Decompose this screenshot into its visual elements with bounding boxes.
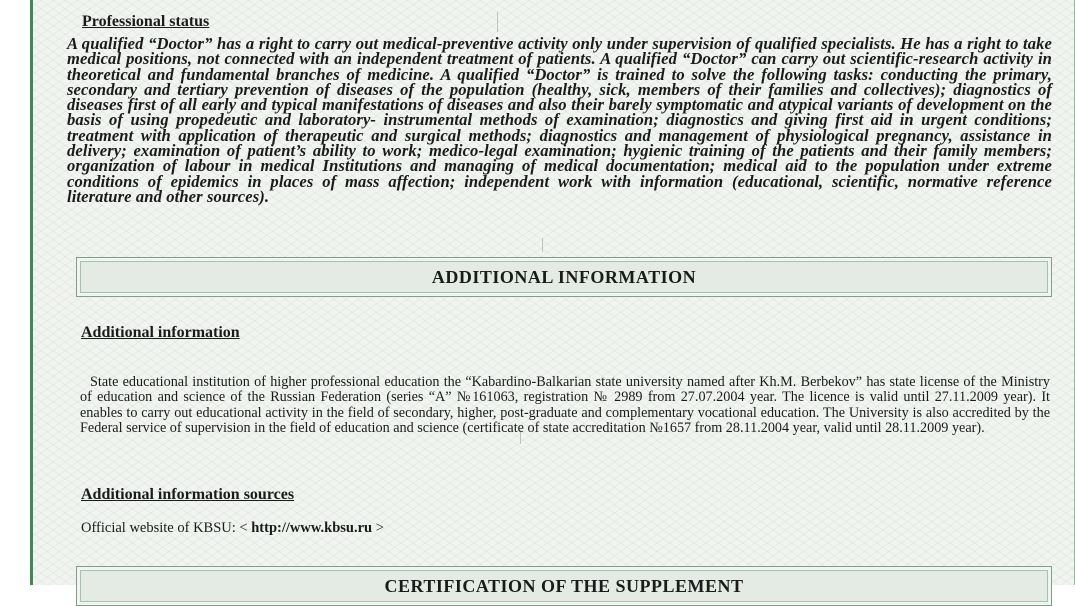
official-website-prefix: Official website of KBSU: <	[81, 520, 248, 536]
additional-information-heading: Additional information	[81, 324, 240, 341]
additional-information-text: State educational institution of higher professional education the “Kabardino-Balkarian state university named after Kh.M. Berbekov” has state license of the Ministry of education and science of the Russian Federation (series “A” №161063, registration № 2989 from 27.07.2004 year. The licence is valid until 27.11.2009 year). It enables to carry out educational activity in the field of secondary, higher, post-graduate and complementary vocational education. The University is also accredited by the Federal service of supervision in the field of education and science (certificate of state accreditation №1657 from 28.11.2004 year, valid until 28.11.2009 year).	[80, 374, 1050, 436]
paper-mark	[542, 238, 543, 252]
professional-status-heading: Professional status	[82, 13, 210, 30]
certification-of-supplement-band: CERTIFICATION OF THE SUPPLEMENT	[76, 566, 1052, 606]
professional-status-text: A qualified “Doctor” has a right to carry out medical-preventive activity only under supervision of qualified specialists. He has a right to take medical positions, not connected with an independent treatment of patients. A qualified “Doctor” can carry out scientific-research activity in theoretical and fundamental branches of medicine. A qualified “Doctor” is trained to solve the following tasks: conducting the primary, secondary and tertiary prevention of diseases of the population (healthy, sick, members of their families and collectives); diagnostics of diseases first of all early and typical manifestations of diseases and also their barely symptomatic and atypical variants of development on the basis of using propedeutic and laboratory- instrumental methods of examination; diagnostics and giving first aid in urgent conditions; treatment with application of therapeutic and surgical methods; diagnostics and management of physiological pregnancy, assistance in delivery; examination of patient’s ability to work; medico-legal examination; hygienic training of the patients and their family members; organization of labour in medical Institutions and managing of medical documentation; medical aid to the population under extreme conditions of epidemics in places of mass affection; independent work with information (educational, scientific, normative reference literature and other sources).	[67, 34, 1052, 206]
additional-information-band: ADDITIONAL INFORMATION	[76, 257, 1052, 297]
paper-mark	[497, 12, 498, 32]
official-website-line	[81, 520, 384, 537]
additional-information-sources-heading: Additional information sources	[81, 486, 295, 503]
official-website-suffix: >	[375, 520, 384, 536]
official-website-url: http://www.kbsu.ru	[251, 520, 373, 536]
